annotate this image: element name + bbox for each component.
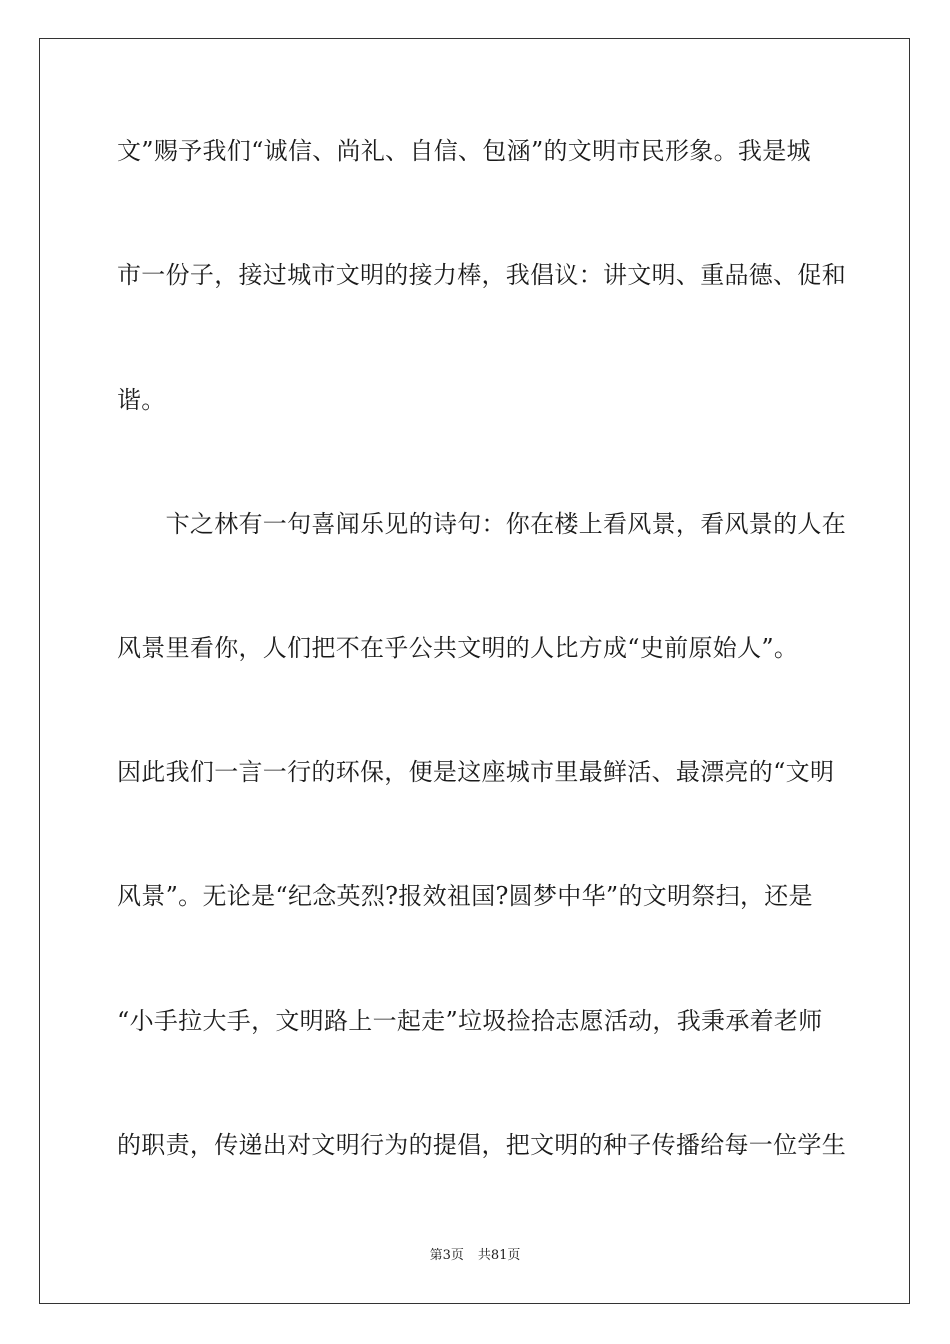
body-line-3: 谐。 xyxy=(117,386,166,414)
page-number: 第3页 xyxy=(429,1248,464,1263)
body-line-8: “小手拉大手，文明路上一起走”垃圾捡拾志愿活动，我秉承着老师 xyxy=(117,1007,823,1035)
page-frame xyxy=(39,38,910,1304)
body-line-7: 风景”。无论是“纪念英烈?报效祖国?圆梦中华”的文明祭扫，还是 xyxy=(117,882,813,910)
body-line-1: 文”赐予我们“诚信、尚礼、自信、包涵”的文明市民形象。我是城 xyxy=(117,137,811,165)
body-line-9: 的职责，传递出对文明行为的提倡，把文明的种子传播给每一位学生 xyxy=(117,1131,846,1159)
page-footer xyxy=(0,1247,950,1265)
body-line-6: 因此我们一言一行的环保，便是这座城市里最鲜活、最漂亮的“文明 xyxy=(117,758,835,786)
body-line-4: 卞之林有一句喜闻乐见的诗句：你在楼上看风景，看风景的人在 xyxy=(117,510,846,538)
body-line-2: 市一份子，接过城市文明的接力棒，我倡议：讲文明、重品德、促和 xyxy=(117,261,846,289)
total-pages: 共81页 xyxy=(477,1248,521,1263)
body-line-5: 风景里看你，人们把不在乎公共文明的人比方成“史前原始人”。 xyxy=(117,634,799,662)
